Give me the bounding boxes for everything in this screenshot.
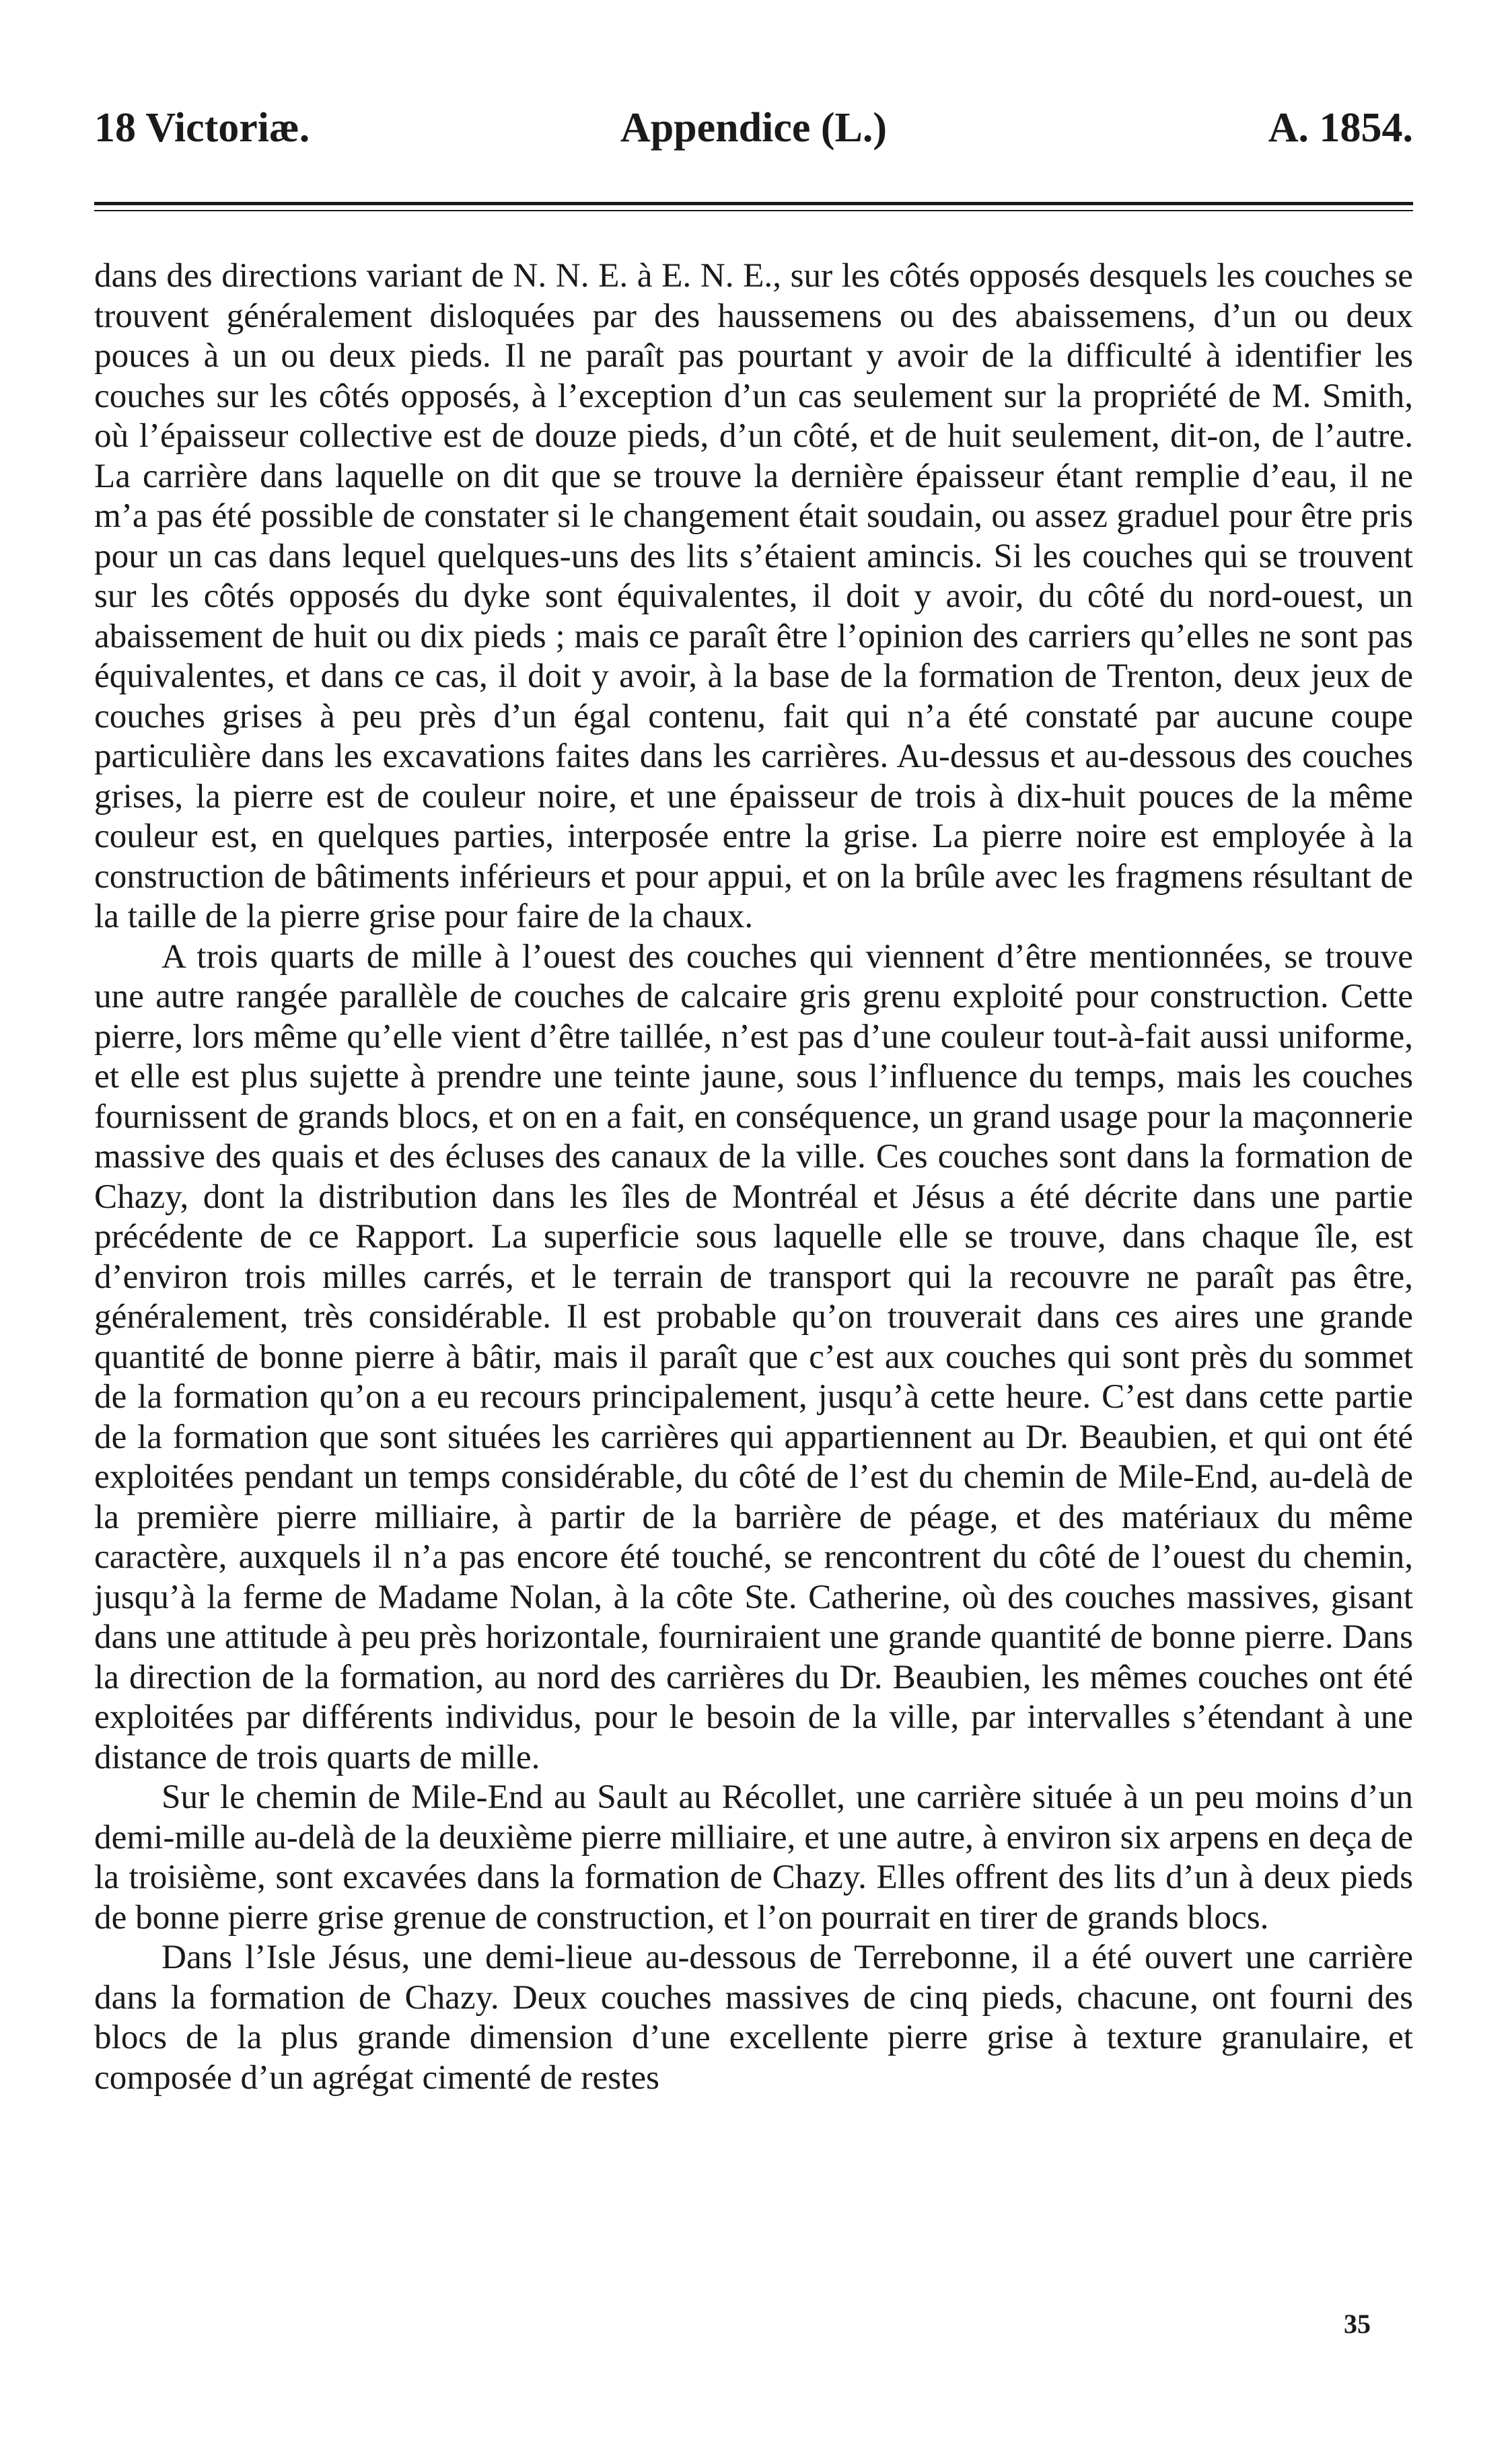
header-year: A. 1854. xyxy=(1268,105,1413,151)
paragraph: Dans l’Isle Jésus, une demi-lieue au-dessous de Terrebonne, il a été ouvert une carrière dans la formation de Chazy. Deux couches massives de cinq pieds, chacune, ont fourni des blocs de la plus grande dimension d’une excellente pierre grise à texture granulaire, et composée d’un agrégat cimenté de restes xyxy=(94,1938,1413,2097)
paragraph: A trois quarts de mille à l’ouest des couches qui viennent d’être mentionnées, se trouve une autre rangée parallèle de couches de calcaire gris grenu exploité pour construction. Cette pierre, lors même qu’elle vient d’être taillée, n’est pas d’une couleur tout-à-fait aussi uniforme, et elle est plus sujette à prendre une teinte jaune, sous l’influence du temps, mais les couches fournissent de grands blocs, et on en a fait, en conséquence, un grand usage pour la maçonnerie massive des quais et des écluses des canaux de la ville. Ces couches sont dans la formation de Chazy, dont la distribution dans les îles de Montréal et Jésus a été décrite dans une partie précédente de ce Rapport. La superficie sous laquelle elle se trouve, dans chaque île, est d’environ trois milles carrés, et le terrain de transport qui la recouvre ne paraît pas être, généralement, très considérable. Il est probable qu’on trouverait dans ces aires une grande quantité de bonne pierre à bâtir, mais il paraît que c’est aux couches qui sont près du sommet de la formation qu’on a eu recours principalement, jusqu’à cette heure. C’est dans cette partie de la formation que sont situées les carrières qui appartiennent au Dr. Beaubien, et qui ont été exploitées pendant un temps considérable, du côté de l’est du chemin de Mile-End, au-delà de la première pierre milliaire, à partir de la barrière de péage, et des matériaux du même caractère, auxquels il n’a pas encore été touché, se rencontrent du côté de l’ouest du chemin, jusqu’à la ferme de Madame Nolan, à la côte Ste. Catherine, où des couches massives, gisant dans une attitude à peu près horizontale, fourniraient une grande quantité de bonne pierre. Dans la direction de la formation, au nord des carrières du Dr. Beaubien, les mêmes couches ont été exploitées par différents individus, pour le besoin de la ville, par intervalles s’étendant à une distance de trois quarts de mille. xyxy=(94,937,1413,1776)
header-rule xyxy=(94,202,1413,205)
header-rule-thin xyxy=(94,210,1413,211)
header-appendix: Appendice (L.) xyxy=(620,105,888,151)
page-number: 35 xyxy=(1344,2309,1371,2339)
page-header xyxy=(94,101,1413,161)
header-volume: 18 Victoriæ. xyxy=(94,105,310,151)
body-text xyxy=(94,256,1413,2097)
paragraph: dans des directions variant de N. N. E. à E. N. E., sur les côtés opposés desquels les couches se trouvent généralement disloquées par des haussemens ou des abaissemens, d’un ou deux pouces à un ou deux pieds. Il ne paraît pas pourtant y avoir de la difficulté à identifier les couches sur les côtés opposés, à l’exception d’un cas seulement sur la propriété de M. Smith, où l’épaisseur collective est de douze pieds, d’un côté, et de huit seulement, dit-on, de l’autre. La carrière dans laquelle on dit que se trouve la dernière épaisseur étant remplie d’eau, il ne m’a pas été possible de constater si le changement était soudain, ou assez graduel pour être pris pour un cas dans lequel quelques-uns des lits s’étaient amincis. Si les couches qui se trouvent sur les côtés opposés du dyke sont équivalentes, il doit y avoir, du côté du nord-ouest, un abaissement de huit ou dix pieds ; mais ce paraît être l’opinion des carriers qu’elles ne sont pas équivalentes, et dans ce cas, il doit y avoir, à la base de la formation de Trenton, deux jeux de couches grises à peu près d’un égal contenu, fait qui n’a été constaté par aucune coupe particulière dans les excavations faites dans les carrières. Au-dessus et au-dessous des couches grises, la pierre est de couleur noire, et une épaisseur de trois à dix-huit pouces de la même couleur est, en quelques parties, interposée entre la grise. La pierre noire est employée à la construction de bâtiments inférieurs et pour appui, et on la brûle avec les fragmens résultant de la taille de la pierre grise pour faire de la chaux. xyxy=(94,256,1413,935)
paragraph: Sur le chemin de Mile-End au Sault au Récollet, une carrière située à un peu moins d’un demi-mille au-delà de la deuxième pierre milliaire, et une autre, à environ six arpens en deça de la troisième, sont excavées dans la formation de Chazy. Elles offrent des lits d’un à deux pieds de bonne pierre grise grenue de construction, et l’on pourrait en tirer de grands blocs. xyxy=(94,1778,1413,1937)
